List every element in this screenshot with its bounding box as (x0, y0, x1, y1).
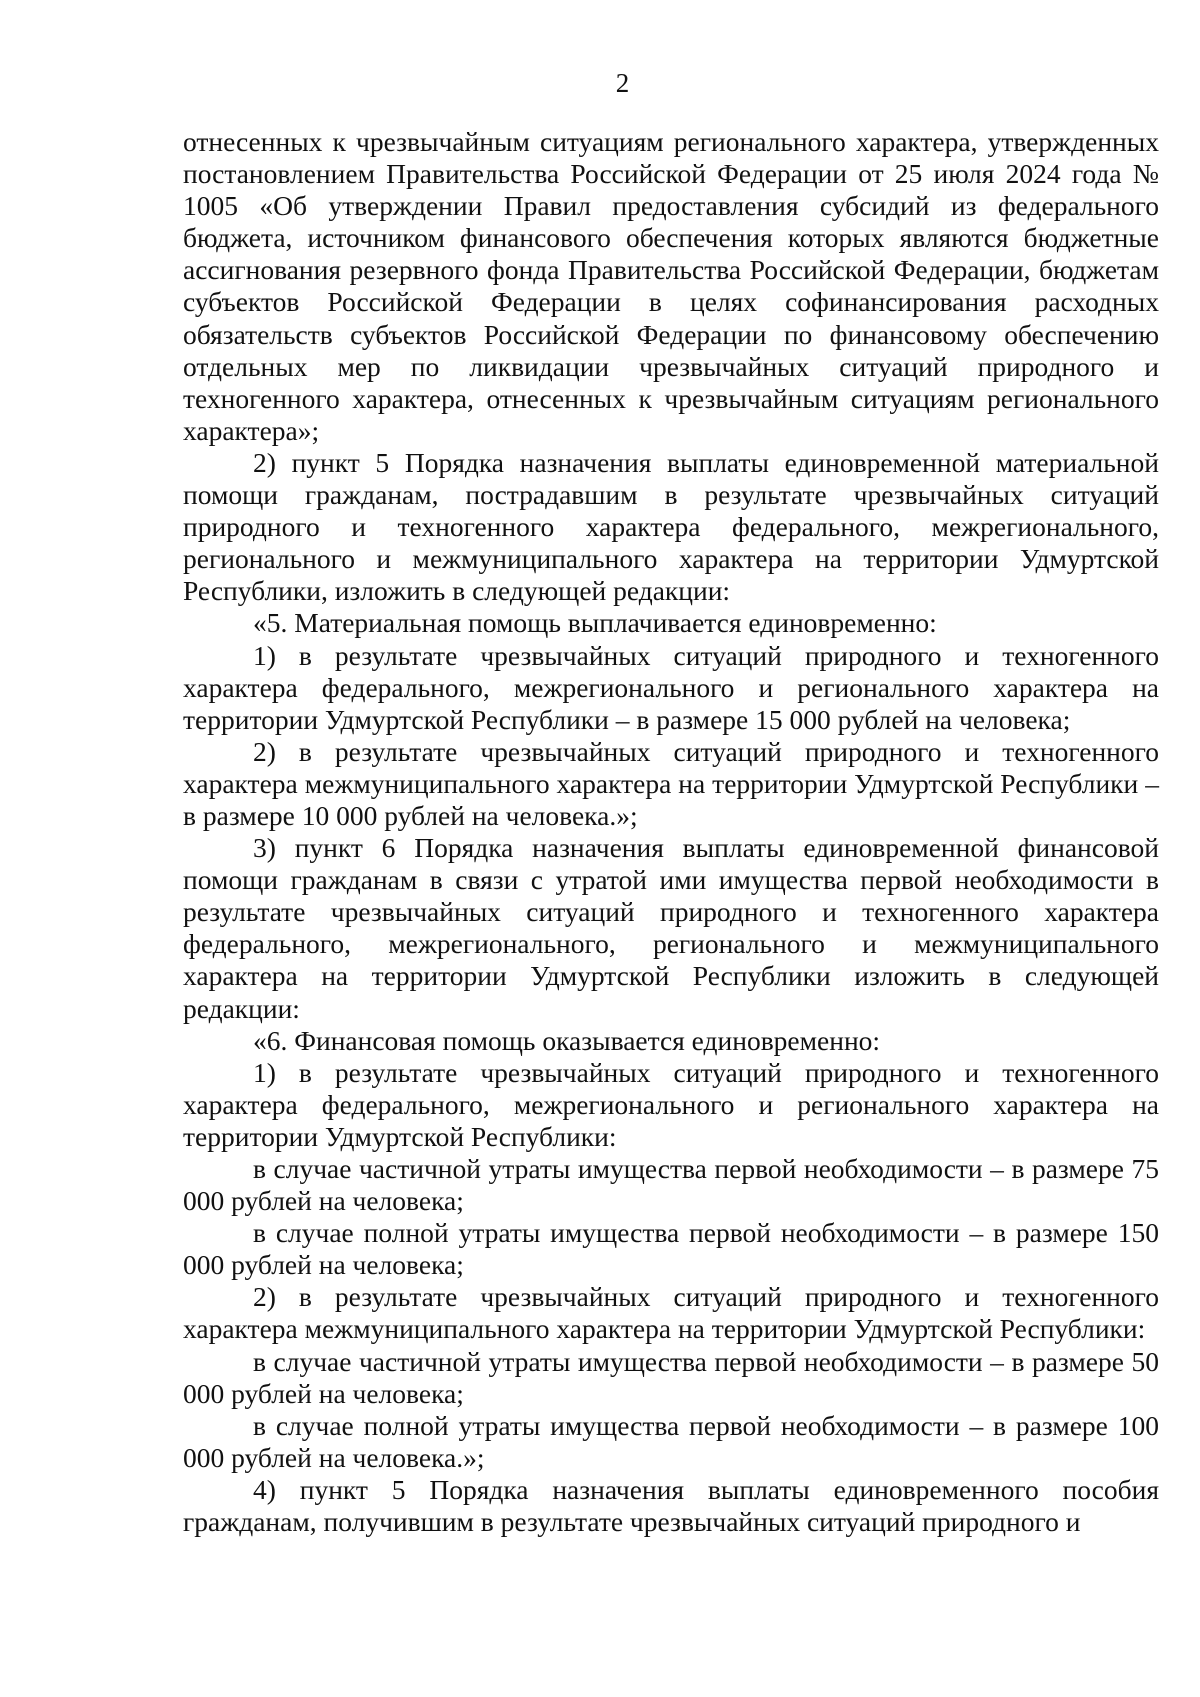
paragraph: отнесенных к чрезвычайным ситуациям регионального характера, утвержденных постановлением Правительства Российской Федерации от 25 июля 2024 года № 1005 «Об утверждении Правил предоставления субсидий из федерального бюджета, источником финансового обеспечения которых являются бюджетные ассигнования резервного фонда Правительства Российской Федерации, бюджетам субъектов Российской Федерации в целях софинансирования расходных обязательств субъектов Российской Федерации по финансовому обеспечению отдельных мер по ликвидации чрезвычайных ситуаций природного и техногенного характера, отнесенных к чрезвычайным ситуациям регионального характера»; (183, 126, 1159, 446)
page-number: 2 (615, 68, 630, 98)
paragraph: в случае полной утраты имущества первой необходимости – в размере 150 000 рублей на человека; (183, 1217, 1159, 1281)
paragraph: 2) в результате чрезвычайных ситуаций природного и техногенного характера межмуниципального характера на территории Удмуртской Республики – в размере 10 000 рублей на человека.»; (183, 735, 1159, 831)
paragraph: 3) пункт 6 Порядка назначения выплаты единовременной финансовой помощи гражданам в связи с утратой ими имущества первой необходимости в результате чрезвычайных ситуаций природного и техногенного характера федерального, межрегионального, регионального и межмуниципального характера на территории Удмуртской Республики изложить в следующей редакции: (183, 832, 1159, 1024)
paragraph: в случае частичной утраты имущества первой необходимости – в размере 50 000 рублей на человека; (183, 1345, 1159, 1409)
document-body (183, 126, 1159, 1538)
paragraph: 1) в результате чрезвычайных ситуаций природного и техногенного характера федерального, межрегионального и регионального характера на территории Удмуртской Республики – в размере 15 000 рублей на человека; (183, 639, 1159, 735)
paragraph: 2) в результате чрезвычайных ситуаций природного и техногенного характера межмуниципального характера на территории Удмуртской Республики: (183, 1281, 1159, 1345)
paragraph: в случае полной утраты имущества первой необходимости – в размере 100 000 рублей на человека.»; (183, 1409, 1159, 1473)
paragraph: 2) пункт 5 Порядка назначения выплаты единовременной материальной помощи гражданам, пострадавшим в результате чрезвычайных ситуаций природного и техногенного характера федерального, межрегионального, регионального и межмуниципального характера на территории Удмуртской Республики, изложить в следующей редакции: (183, 446, 1159, 607)
paragraph: 1) в результате чрезвычайных ситуаций природного и техногенного характера федерального, межрегионального и регионального характера на территории Удмуртской Республики: (183, 1056, 1159, 1152)
paragraph: 4) пункт 5 Порядка назначения выплаты единовременного пособия гражданам, получившим в результате чрезвычайных ситуаций природного и (183, 1473, 1159, 1538)
paragraph: «5. Материальная помощь выплачивается единовременно: (253, 607, 937, 639)
paragraph: «6. Финансовая помощь оказывается единовременно: (253, 1024, 881, 1056)
paragraph: в случае частичной утраты имущества первой необходимости – в размере 75 000 рублей на человека; (183, 1153, 1159, 1217)
